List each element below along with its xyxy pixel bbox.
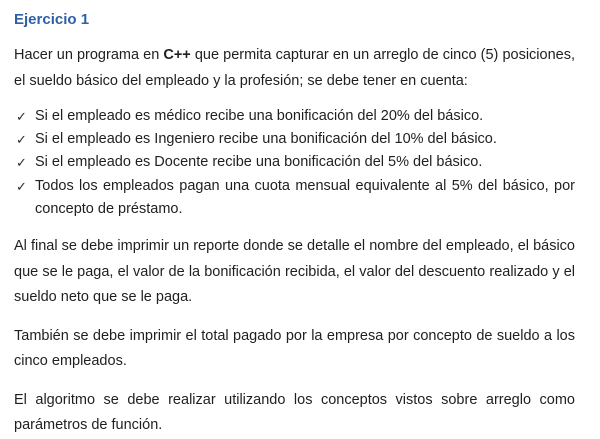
bullet-text: Si el empleado es Docente recibe una bonificación del 5% del básico. [35,154,483,171]
paragraph-algoritmo: El algoritmo se debe realizar utilizando los conceptos vistos sobre arreglo como parámetros de función. [14,391,575,434]
check-icon: ✓ [16,109,27,124]
intro-paragraph [14,43,575,94]
bullet-text: Si el empleado es médico recibe una bonificación del 20% del básico. [35,108,484,124]
bullet-list [16,105,575,221]
check-icon: ✓ [16,132,27,148]
check-icon: ✓ [16,178,27,194]
bullet-text: Todos los empleados pagan una cuota mensual equivalente al 5% del básico, por concepto de préstamo. [35,177,575,217]
paragraph-total: También se debe imprimir el total pagado por la empresa por concepto de sueldo a los cinco empleados. [14,327,575,370]
paragraph-reporte: Al final se debe imprimir un reporte donde se detalle el nombre del empleado, el básico que se le paga, el valor de la bonificación recibida, el valor del descuento realizado y el sueldo neto que se le paga. [14,238,575,306]
intro-text-pre: Hacer un programa en [14,47,164,63]
bullet-text: Si el empleado es Ingeniero recibe una bonificación del 10% del básico. [35,131,497,148]
page-title: Ejercicio 1 [14,11,90,28]
intro-text-post: que permita capturar en un arreglo de cinco (5) posiciones, el sueldo básico del empleado y la profesión; se debe tener en cuenta: [14,47,576,89]
bullet-item-ingeniero [16,128,575,151]
cpp-bold-text: C++ [163,47,191,63]
check-icon: ✓ [16,155,27,171]
bullet-item-docente [16,151,575,174]
bullet-item-medico [16,105,575,128]
bullet-item-cuota [16,175,575,221]
